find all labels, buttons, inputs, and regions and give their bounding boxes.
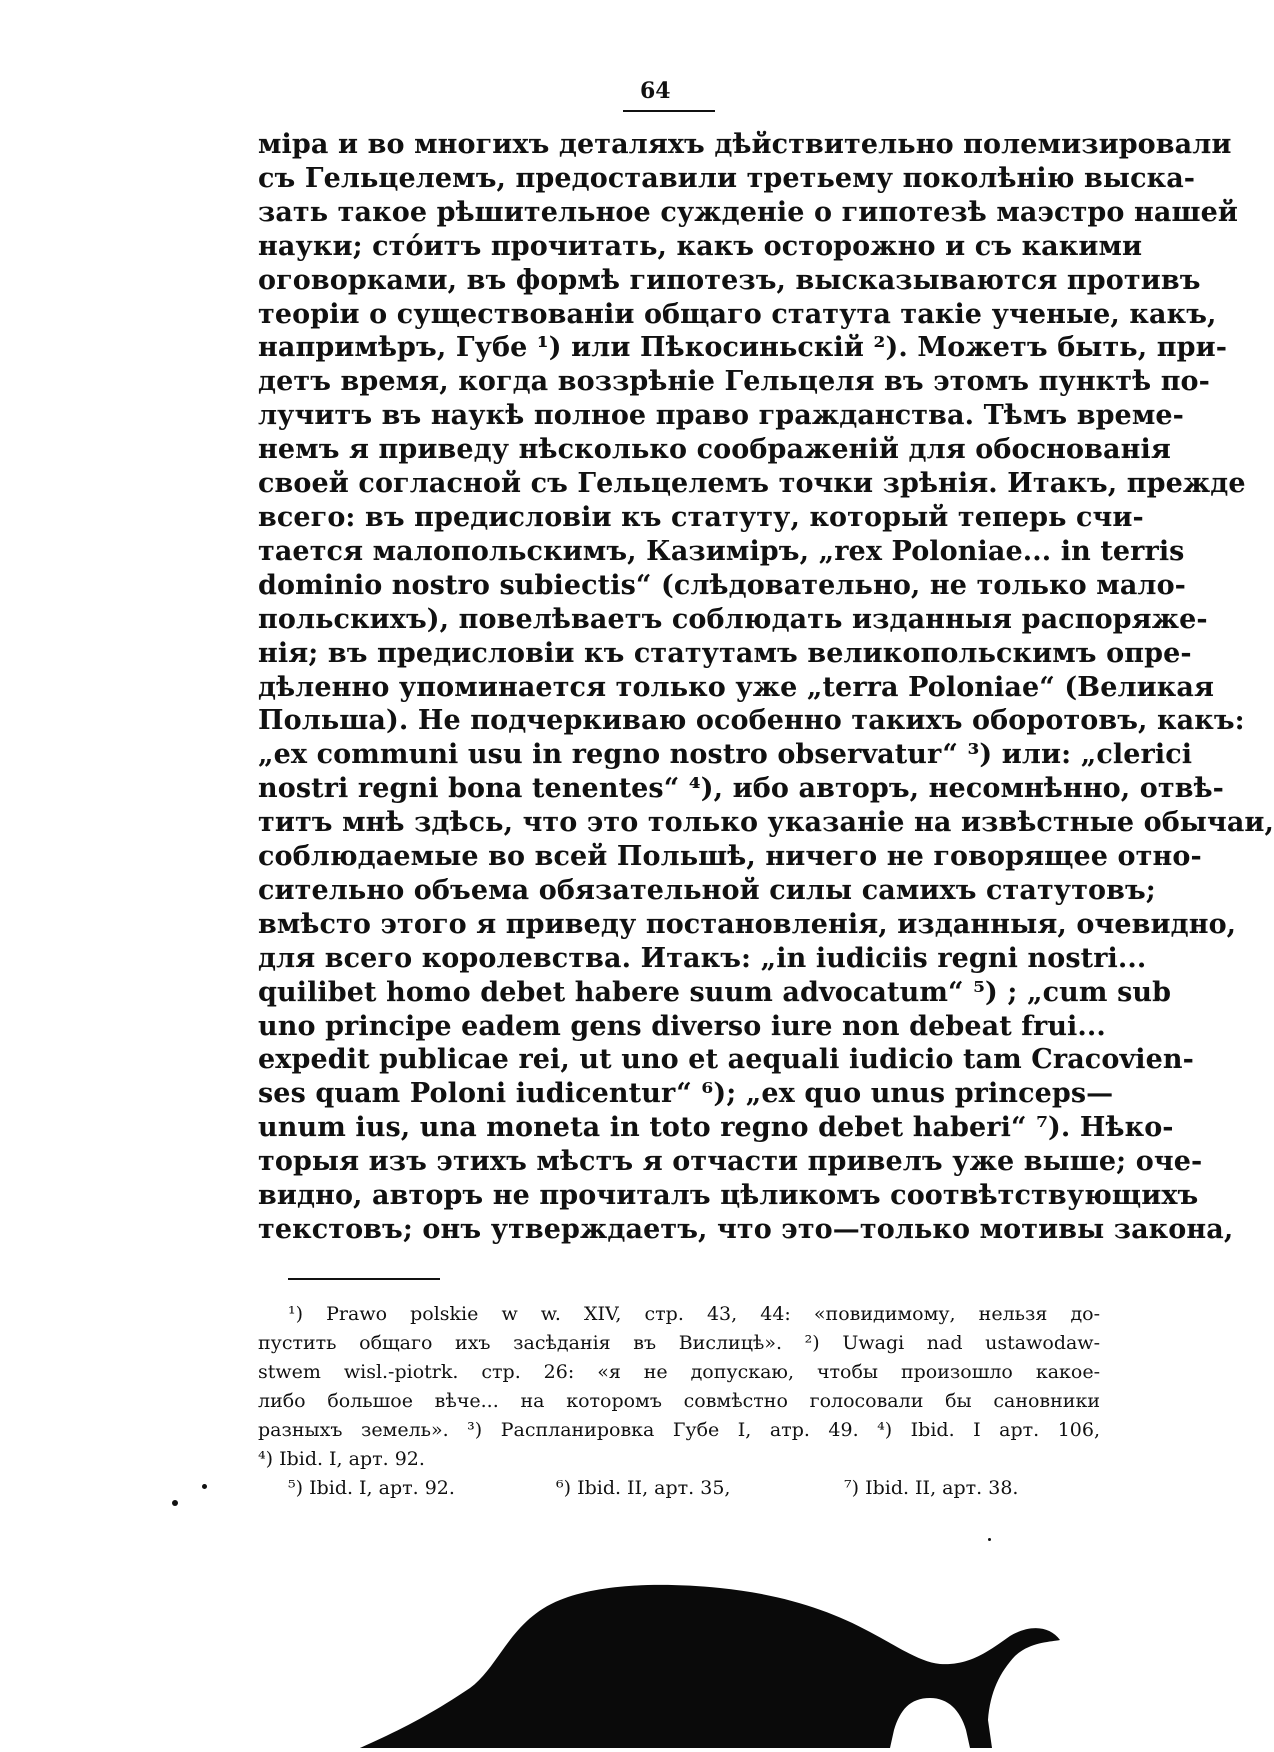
body-line: своей согласной съ Гельцелемъ точки зрѣнія. Итакъ, прежде — [258, 468, 1246, 500]
body-line: „ex communi usu in regno nostro observatur“ ³) или: „clerici — [258, 739, 1193, 771]
body-line: сительно объема обязательной силы самихъ статутовъ; — [258, 874, 1156, 906]
body-line: видно, авторъ не прочиталъ цѣликомъ соотвѣтствующихъ — [258, 1180, 1199, 1212]
page-number: 64 — [640, 78, 671, 104]
body-line: всего: въ предисловіи къ статуту, который теперь счи- — [258, 501, 1144, 533]
body-line: вмѣсто этого я приведу постановленія, изданныя, очевидно, — [258, 908, 1237, 940]
footnote-ref-5: ⁵) Ibid. I, арт. 92. — [288, 1477, 455, 1499]
footnote-ref-6: ⁶) Ibid. II, арт. 35, — [556, 1477, 731, 1499]
body-line: dominio nostro subiectis“ (слѣдовательно, не только мало- — [258, 569, 1186, 601]
body-line: дѣленно упоминается только уже „terra Poloniae“ (Великая — [258, 671, 1214, 703]
footnote-line: либо большое вѣче... на которомъ совмѣстно голосовали бы сановники — [258, 1390, 1100, 1412]
body-line: unum ius, una moneta in toto regno debet haberi“ ⁷). Нѣко- — [258, 1112, 1174, 1144]
footnote-line: пустить общаго ихъ засѣданія въ Вислицѣ». ²) Uwagi nad ustawodaw- — [258, 1332, 1100, 1354]
page-number-rule — [623, 110, 715, 112]
body-line: детъ время, когда воззрѣніе Гельцеля въ этомъ пунктѣ по- — [258, 366, 1210, 398]
body-line: uno principe eadem gens diverso iure non debeat frui... — [258, 1010, 1106, 1042]
body-line: нія; въ предисловіи къ статутамъ великопольскимъ опре- — [258, 637, 1192, 669]
body-line: соблюдаемые во всей Польшѣ, ничего не говорящее отно- — [258, 841, 1202, 873]
footnote-line: ⁴) Ibid. I, арт. 92. — [258, 1448, 425, 1470]
body-text — [258, 128, 1274, 1247]
body-line: напримѣръ, Губе ¹) или Пѣкосиньскій ²). Можетъ быть, при- — [258, 332, 1227, 364]
body-line: Польша). Не подчеркиваю особенно такихъ оборотовъ, какъ: — [258, 705, 1245, 737]
body-line: quilibet homo debet habere suum advocatum“ ⁵) ; „cum sub — [258, 976, 1172, 1008]
body-line: ses quam Poloni iudicentur“ ⁶); „ex quo unus princeps— — [258, 1078, 1114, 1110]
body-line: торыя изъ этихъ мѣстъ я отчасти привелъ уже выше; оче- — [258, 1146, 1203, 1178]
footnote-refs-line — [258, 1474, 1100, 1503]
body-line: міра и во многихъ деталяхъ дѣйствительно полемизировали — [258, 129, 1232, 160]
body-line: nostri regni bona tenentes“ ⁴), ибо авторъ, несомнѣнно, отвѣ- — [258, 773, 1224, 805]
body-line: для всего королевства. Итакъ: „in iudiciis regni nostri... — [258, 942, 1147, 974]
footnote-line: stwem wisl.-piotrk. стр. 26: «я не допускаю, чтобы произошло какое- — [258, 1361, 1100, 1383]
footnote-rule — [288, 1278, 440, 1280]
body-line: съ Гельцелемъ, предоставили третьему поколѣнію выска- — [258, 162, 1196, 194]
footnotes — [258, 1300, 1100, 1503]
body-line: теоріи о существованіи общаго статута такіе ученые, какъ, — [258, 298, 1217, 330]
body-line: титъ мнѣ здѣсь, что это только указаніе на извѣстные обычаи, — [258, 807, 1274, 839]
body-line: польскихъ), повелѣваетъ соблюдать изданныя распоряже- — [258, 603, 1208, 635]
footnote-line: ¹) Prawo polskie w w. XIV, стр. 43, 44: «повидимому, нельзя до- — [288, 1303, 1100, 1325]
body-line: текстовъ; онъ утверждаетъ, что это—только мотивы закона, — [258, 1214, 1234, 1245]
body-line: оговорками, въ формѣ гипотезъ, высказываются противъ — [258, 264, 1201, 296]
ink-speck — [202, 1484, 207, 1489]
footnote-line: разныхъ земель». ³) Распланировка Губе I, атр. 49. ⁴) Ibid. I арт. 106, — [258, 1419, 1100, 1441]
footnote-ref-7: ⁷) Ibid. II, арт. 38. — [844, 1477, 1019, 1499]
body-line: науки; стóитъ прочитать, какъ осторожно и съ какими — [258, 230, 1143, 262]
ink-speck — [988, 1538, 991, 1541]
body-line: лучитъ въ наукѣ полное право гражданства. Тѣмъ време- — [258, 400, 1184, 432]
body-line: expedit publicae rei, ut uno et aequali iudicio tam Cracovien- — [258, 1044, 1194, 1076]
ink-speck — [172, 1500, 178, 1506]
body-line: тается малопольскимъ, Казиміръ, „rex Poloniae... in terris — [258, 535, 1185, 567]
body-line: зать такое рѣшительное сужденіе о гипотезѣ маэстро нашей — [258, 196, 1238, 228]
ink-stain-blot — [360, 1580, 1080, 1750]
body-line: немъ я приведу нѣсколько соображеній для обоснованія — [258, 434, 1171, 466]
